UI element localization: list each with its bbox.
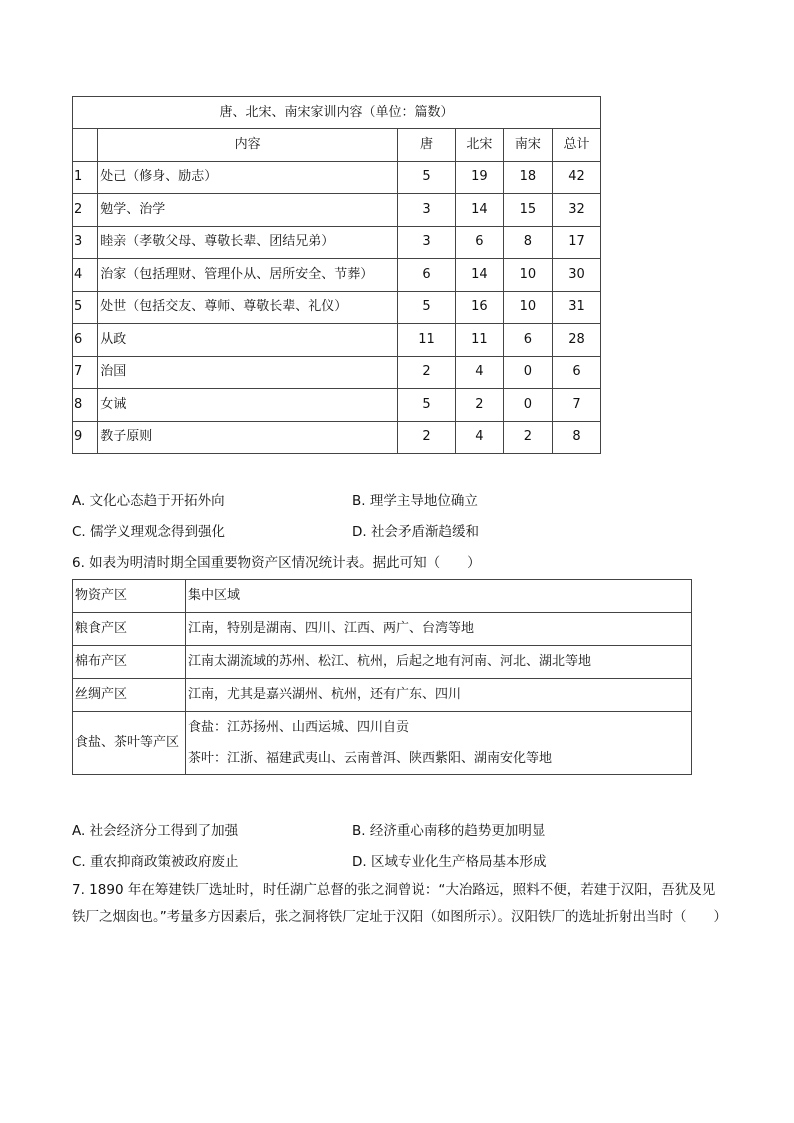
cell-beisong: 11 [455, 324, 503, 357]
row-index: 4 [73, 259, 98, 292]
row-content: 睦亲（孝敬父母、尊敬长辈、团结兄弟） [98, 226, 398, 259]
table-row [73, 324, 601, 357]
table-row [73, 259, 601, 292]
row-index: 3 [73, 226, 98, 259]
header-index [73, 129, 98, 162]
row-index: 9 [73, 421, 98, 454]
cell-nansong: 8 [503, 226, 552, 259]
cell-total: 28 [552, 324, 600, 357]
cell-tang: 6 [398, 259, 456, 292]
row-index: 2 [73, 194, 98, 227]
row-index: 8 [73, 389, 98, 422]
row-region: 粮食产区 [73, 613, 186, 646]
cell-nansong: 0 [503, 389, 552, 422]
q6-stem: 6. 如表为明清时期全国重要物资产区情况统计表。据此可知（ ） [72, 555, 481, 571]
cell-tang: 5 [398, 161, 456, 194]
row-content: 从政 [98, 324, 398, 357]
table-row [73, 226, 601, 259]
salt-line: 食盐：江苏扬州、山西运城、四川自贡 [188, 720, 410, 735]
cell-nansong: 10 [503, 259, 552, 292]
row-area: 江南，特别是湖南、四川、江西、两广、台湾等地 [186, 613, 692, 646]
cell-total: 6 [552, 356, 600, 389]
cell-total: 42 [552, 161, 600, 194]
q6-option-b[interactable]: B. 经济重心南移的趋势更加明显 [352, 823, 546, 839]
cell-total: 31 [552, 291, 600, 324]
cell-beisong: 2 [455, 389, 503, 422]
row-content: 女诫 [98, 389, 398, 422]
cell-tang: 11 [398, 324, 456, 357]
cell-nansong: 10 [503, 291, 552, 324]
header-tang: 唐 [398, 129, 456, 162]
cell-beisong: 14 [455, 194, 503, 227]
q6-option-d[interactable]: D. 区域专业化生产格局基本形成 [352, 854, 547, 870]
q5-option-c[interactable]: C. 儒学义理观念得到强化 [72, 524, 226, 540]
table-row [73, 679, 692, 712]
cell-nansong: 15 [503, 194, 552, 227]
table-row [73, 161, 601, 194]
row-content: 处己（修身、励志） [98, 161, 398, 194]
cell-tang: 2 [398, 356, 456, 389]
row-content: 治国 [98, 356, 398, 389]
row-content: 教子原则 [98, 421, 398, 454]
table-header-row [73, 580, 692, 613]
row-area: 江南太湖流域的苏州、松江、杭州，后起之地有河南、河北、湖北等地 [186, 646, 692, 679]
cell-tang: 3 [398, 194, 456, 227]
row-region: 食盐、茶叶等产区 [73, 712, 186, 775]
cell-tang: 5 [398, 389, 456, 422]
cell-tang: 3 [398, 226, 456, 259]
row-content: 治家（包括理财、管理仆从、居所安全、节葬） [98, 259, 398, 292]
header-beisong: 北宋 [455, 129, 503, 162]
header-nansong: 南宋 [503, 129, 552, 162]
row-region: 丝绸产区 [73, 679, 186, 712]
cell-nansong: 2 [503, 421, 552, 454]
cell-nansong: 18 [503, 161, 552, 194]
family-instruction-table [72, 96, 601, 454]
table-row [73, 291, 601, 324]
cell-total: 17 [552, 226, 600, 259]
cell-total: 7 [552, 389, 600, 422]
cell-total: 32 [552, 194, 600, 227]
q5-option-a[interactable]: A. 文化心态趋于开拓外向 [72, 493, 225, 509]
table-caption: 唐、北宋、南宋家训内容（单位：篇数） [73, 97, 601, 129]
table-row [73, 194, 601, 227]
cell-tang: 5 [398, 291, 456, 324]
cell-tang: 2 [398, 421, 456, 454]
table-row [73, 389, 601, 422]
tea-line: 茶叶：江浙、福建武夷山、云南普洱、陕西紫阳、湖南安化等地 [188, 751, 553, 766]
row-index: 6 [73, 324, 98, 357]
q6-option-a[interactable]: A. 社会经济分工得到了加强 [72, 823, 239, 839]
cell-nansong: 0 [503, 356, 552, 389]
cell-beisong: 4 [455, 421, 503, 454]
row-index: 7 [73, 356, 98, 389]
row-area [186, 712, 692, 775]
cell-beisong: 6 [455, 226, 503, 259]
row-area: 江南，尤其是嘉兴湖州、杭州，还有广东、四川 [186, 679, 692, 712]
table-header-row [73, 129, 601, 162]
row-index: 5 [73, 291, 98, 324]
q7-stem: 7. 1890 年在筹建铁厂选址时，时任湖广总督的张之洞曾说：“大冶路远，照料不便，若建于汉阳，吾犹及见铁厂之烟囱也。”考量多方因素后，张之洞将铁厂定址于汉阳（如图所示）。汉阳铁厂的选址折射出当时（ ） [72, 882, 727, 925]
cell-nansong: 6 [503, 324, 552, 357]
table-row [73, 356, 601, 389]
table-row [73, 421, 601, 454]
cell-beisong: 16 [455, 291, 503, 324]
resource-region-table [72, 579, 692, 775]
cell-total: 8 [552, 421, 600, 454]
cell-total: 30 [552, 259, 600, 292]
cell-beisong: 4 [455, 356, 503, 389]
header-region: 物资产区 [73, 580, 186, 613]
cell-beisong: 14 [455, 259, 503, 292]
q6-option-c[interactable]: C. 重农抑商政策被政府废止 [72, 854, 239, 870]
row-index: 1 [73, 161, 98, 194]
table-row [73, 712, 692, 775]
row-region: 棉布产区 [73, 646, 186, 679]
q5-option-b[interactable]: B. 理学主导地位确立 [352, 493, 478, 509]
cell-beisong: 19 [455, 161, 503, 194]
row-content: 处世（包括交友、尊师、尊敬长辈、礼仪） [98, 291, 398, 324]
row-content: 勉学、治学 [98, 194, 398, 227]
q5-option-d[interactable]: D. 社会矛盾渐趋缓和 [352, 524, 479, 540]
header-total: 总计 [552, 129, 600, 162]
table-row [73, 613, 692, 646]
header-area: 集中区域 [186, 580, 692, 613]
table-row [73, 646, 692, 679]
header-content: 内容 [98, 129, 398, 162]
